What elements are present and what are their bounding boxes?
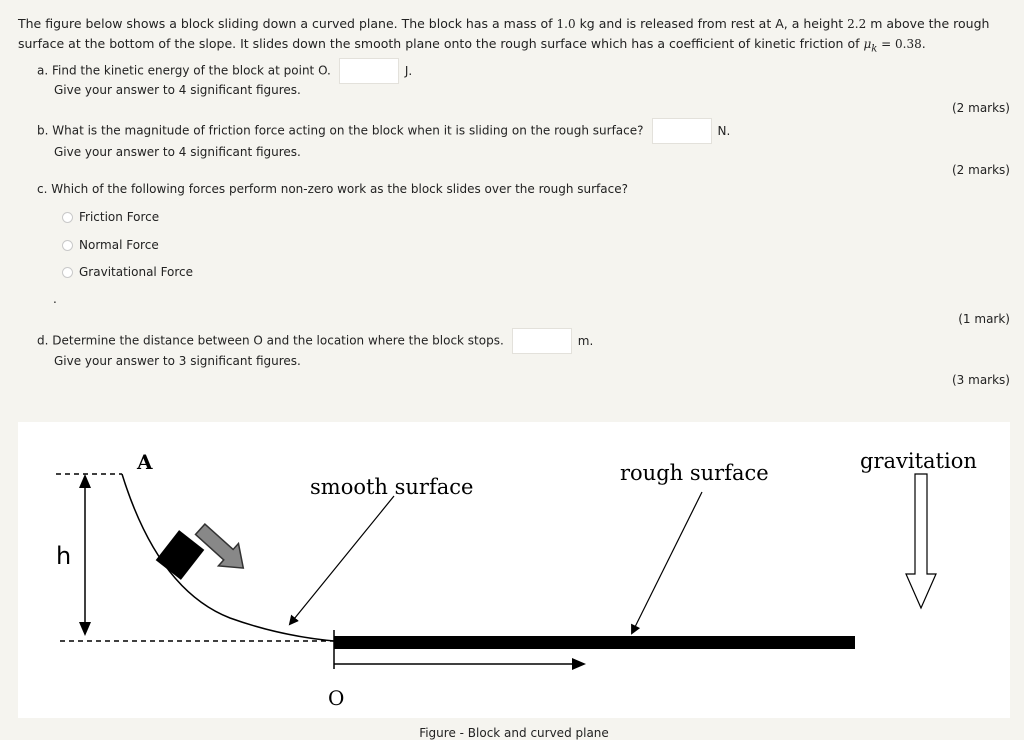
question-c-label: c. Which of the following forces perform non-zero work as the block slides over the rough surface? <box>37 182 628 196</box>
mu-value: = 0.38 <box>877 37 922 51</box>
radio-button[interactable] <box>62 240 73 251</box>
rough-pointer-arrow <box>632 492 702 633</box>
option-label: Friction Force <box>79 210 160 224</box>
answer-b-input[interactable] <box>652 118 712 144</box>
option-normal-force[interactable] <box>62 238 159 252</box>
question-d-label: d. Determine the distance between O and the location where the block stops. <box>37 333 504 348</box>
question-d-hint: Give your answer to 3 significant figures. <box>54 354 301 368</box>
smooth-pointer-arrow <box>290 496 394 624</box>
friction-coefficient <box>863 37 922 55</box>
label-smooth-surface: smooth surface <box>310 475 474 499</box>
option-gravitational-force[interactable] <box>62 265 193 279</box>
question-c-marks: (1 mark) <box>958 312 1010 326</box>
intro-text: kg and is released from rest at A, a height <box>575 16 848 31</box>
answer-b-unit: N. <box>717 124 731 138</box>
direction-arrow-head <box>572 658 586 670</box>
question-d <box>37 328 593 354</box>
answer-a-unit: J. <box>404 64 413 78</box>
rough-surface-bar <box>334 636 855 649</box>
radio-button[interactable] <box>62 267 73 278</box>
label-gravitation: gravitation <box>860 449 977 473</box>
question-a-label: a. Find the kinetic energy of the block at point O. <box>37 63 331 78</box>
option-friction-force[interactable] <box>62 210 159 224</box>
block <box>156 530 205 580</box>
question-b-hint: Give your answer to 4 significant figures. <box>54 145 301 159</box>
intro-text: . <box>921 36 926 51</box>
intro-text: m above the rough surface at the bottom of the slope. It slides down the smooth plane onto the rough surface which has a coefficient of kinetic friction of <box>18 16 990 51</box>
question-a-marks: (2 marks) <box>952 101 1010 115</box>
question-b-marks: (2 marks) <box>952 163 1010 177</box>
label-h: h <box>56 542 72 570</box>
answer-d-unit: m. <box>577 334 594 348</box>
question-b <box>37 118 730 144</box>
question-b-label: b. What is the magnitude of friction force acting on the block when it is sliding on the rough surface? <box>37 123 644 138</box>
option-label: Gravitational Force <box>79 265 194 279</box>
height-arrow-down <box>79 622 91 636</box>
question-d-marks: (3 marks) <box>952 373 1010 387</box>
problem-statement <box>18 14 1013 59</box>
gravitation-arrow <box>906 474 936 608</box>
figure-diagram <box>18 422 1010 718</box>
height-value: 2.2 <box>847 17 867 31</box>
mu-subscript: k <box>871 43 878 55</box>
answer-a-input[interactable] <box>339 58 399 84</box>
figure-caption-text: Figure - Block and curved plane <box>419 726 609 740</box>
figure-caption <box>0 726 1024 740</box>
mass-value: 1.0 <box>556 17 576 31</box>
answer-d-input[interactable] <box>512 328 572 354</box>
stray-period: . <box>53 292 57 306</box>
option-label: Normal Force <box>79 238 159 252</box>
question-a <box>37 58 412 84</box>
mu-symbol: μ <box>863 37 872 51</box>
label-rough-surface: rough surface <box>620 461 769 485</box>
figure-block-curved-plane <box>18 422 1010 718</box>
radio-button[interactable] <box>62 212 73 223</box>
label-o: O <box>328 686 345 710</box>
height-arrow-up <box>79 474 91 488</box>
label-a: A <box>137 450 153 474</box>
question-a-hint: Give your answer to 4 significant figures. <box>54 83 301 97</box>
intro-text: The figure below shows a block sliding down a curved plane. The block has a mass of <box>18 16 557 31</box>
